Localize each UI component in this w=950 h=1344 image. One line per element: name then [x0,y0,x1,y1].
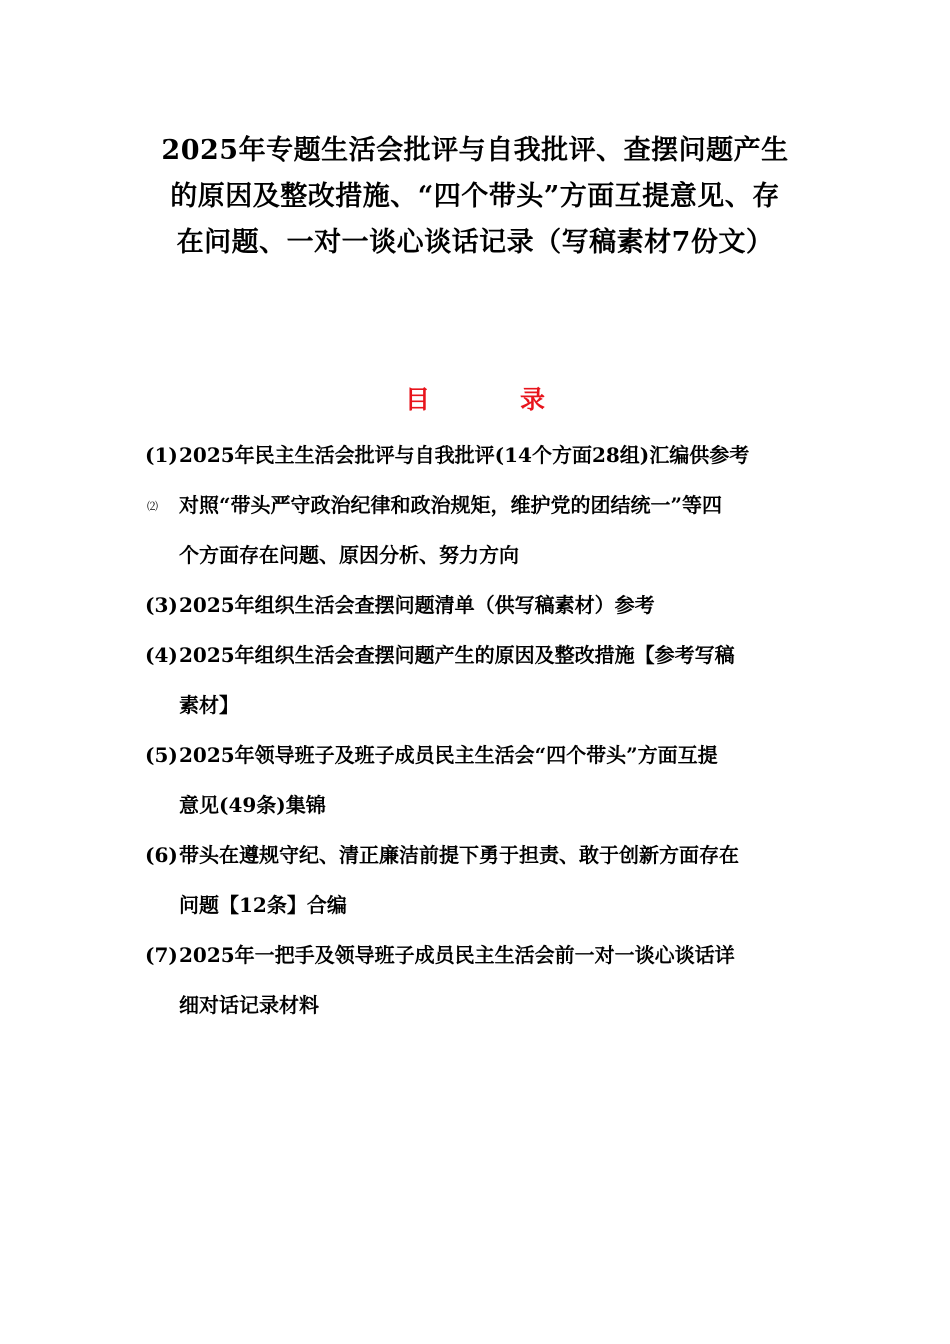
toc-item-number: (4) [145,643,178,667]
table-of-contents [145,430,825,1030]
toc-item-number: (3) [145,593,178,617]
toc-heading-left: 目 [404,385,430,414]
toc-item-text: 问题【12条】合编 [179,893,347,917]
toc-item-text: 2025年民主生活会批评与自我批评(14个方面28组)汇编供参考 [179,443,750,467]
toc-item-number: ⑵ [147,500,158,513]
toc-item-text: 2025年一把手及领导班子成员民主生活会前一对一谈心谈话详 [179,943,735,967]
toc-item-text: 素材】 [179,693,239,717]
toc-item-7[interactable] [145,930,825,1030]
toc-item-number: (1) [145,443,178,467]
toc-item-5[interactable] [145,730,825,830]
toc-item-number: (5) [145,743,178,767]
toc-item-text: 2025年组织生活会查摆问题清单（供写稿素材）参考 [179,593,655,617]
toc-heading-right: 录 [520,385,546,414]
title-line: 在问题、一对一谈心谈话记录（写稿素材7份文） [176,227,774,258]
toc-item-text: 意见(49条)集锦 [179,793,326,817]
title-line: 的原因及整改措施、“四个带头”方面互提意见、存 [170,181,780,212]
toc-item-text: 带头在遵规守纪、清正廉洁前提下勇于担责、敢于创新方面存在 [179,843,739,867]
toc-item-4[interactable] [145,630,825,730]
document-title [130,128,820,266]
toc-item-text: 2025年领导班子及班子成员民主生活会“四个带头”方面互提 [179,743,718,767]
toc-heading [0,380,950,420]
title-line: 2025年专题生活会批评与自我批评、查摆问题产生 [161,135,789,166]
toc-item-3[interactable] [145,580,825,630]
toc-item-text: 个方面存在问题、原因分析、努力方向 [179,543,519,567]
toc-item-text: 2025年组织生活会查摆问题产生的原因及整改措施【参考写稿 [179,643,735,667]
toc-item-2[interactable] [145,480,825,580]
toc-item-text: 细对话记录材料 [179,993,319,1017]
toc-item-number: (7) [145,943,178,967]
toc-item-text: 对照“带头严守政治纪律和政治规矩，维护党的团结统一”等四 [179,493,723,517]
toc-item-6[interactable] [145,830,825,930]
toc-item-number: (6) [145,843,178,867]
toc-item-1[interactable] [145,430,825,480]
